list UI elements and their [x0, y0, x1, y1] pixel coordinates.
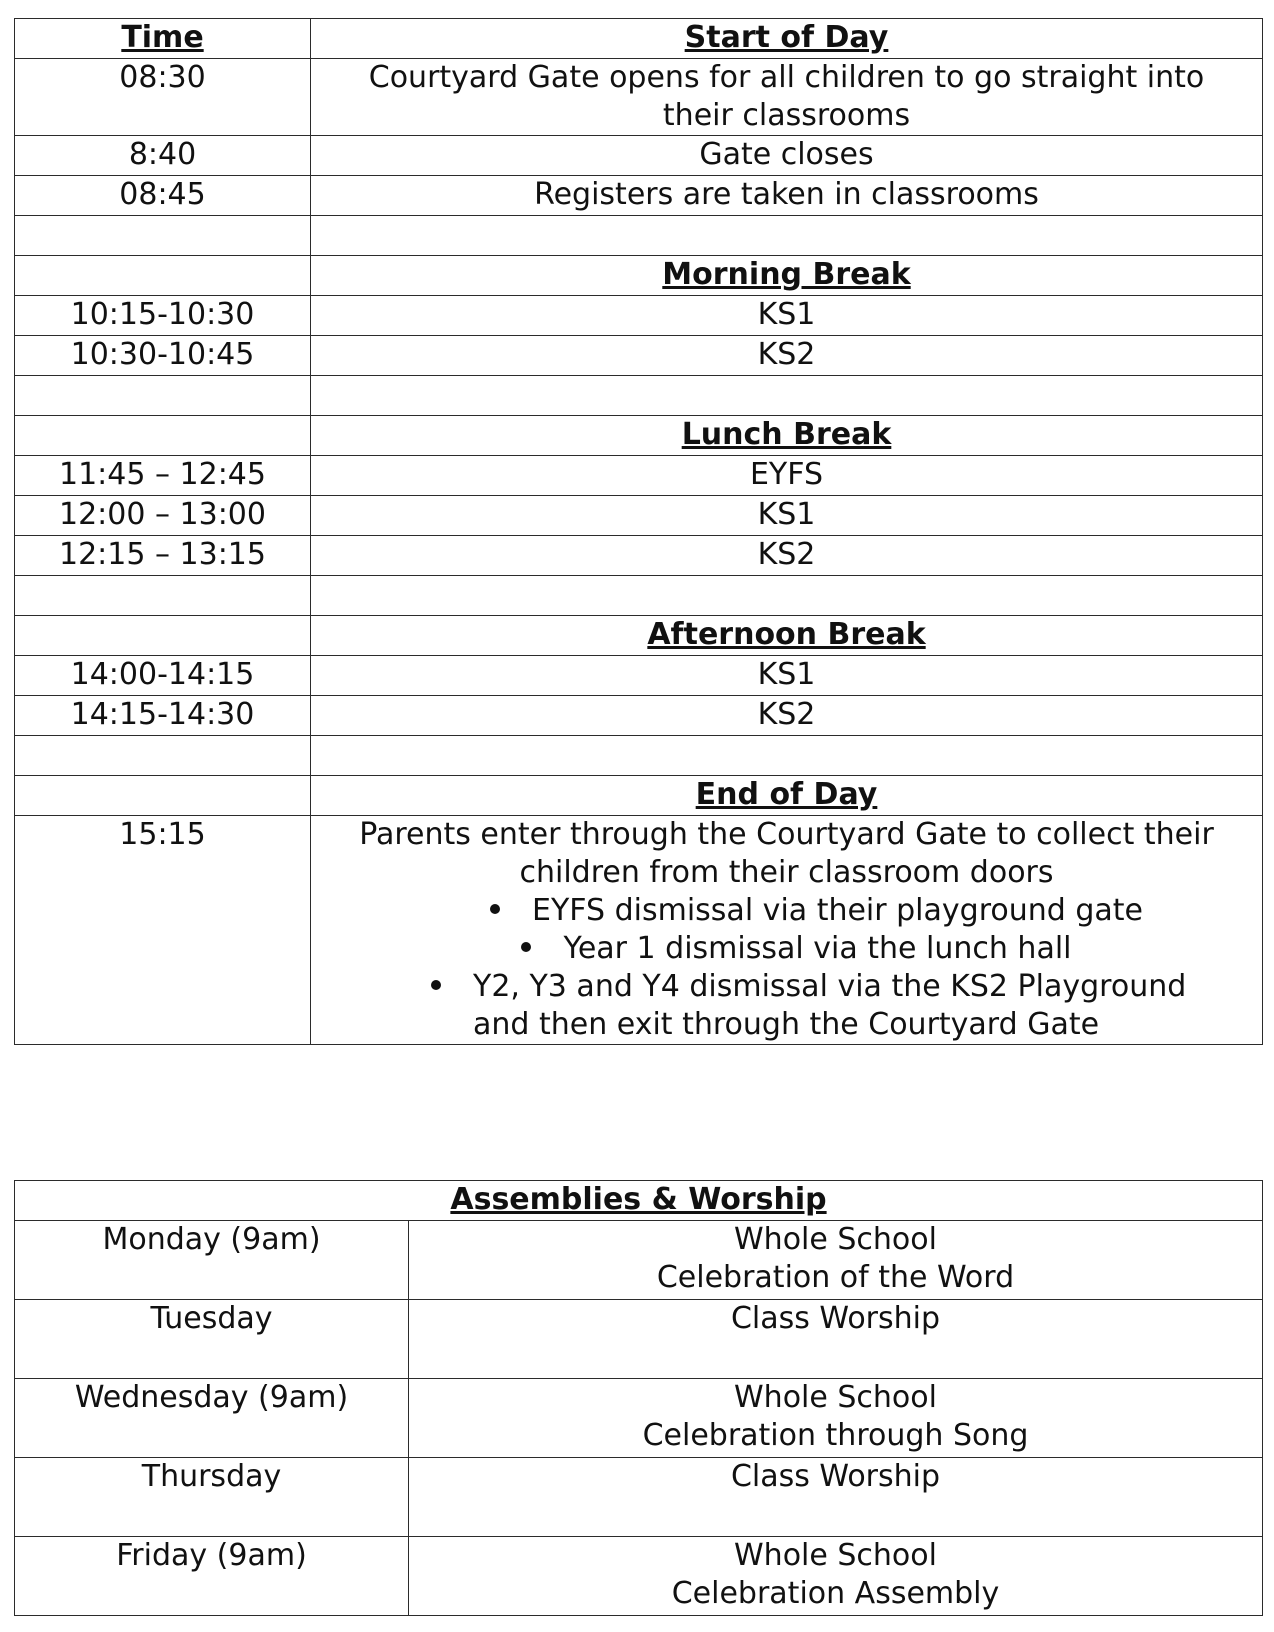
morning-break-header [311, 256, 1263, 296]
end-of-day-header [311, 776, 1263, 816]
time-cell: 08:30 [15, 59, 311, 136]
worship-cell [409, 1379, 1263, 1458]
activity-cell: KS1 [311, 656, 1263, 696]
day-cell: Monday (9am) [15, 1221, 409, 1300]
lunch-break-header [311, 416, 1263, 456]
time-cell: 10:30-10:45 [15, 336, 311, 376]
spacer-cell [311, 216, 1263, 256]
spacer-cell [15, 736, 311, 776]
time-cell: 8:40 [15, 136, 311, 176]
worship-line: Class Worship [730, 1459, 941, 1494]
assemblies-header [15, 1181, 1263, 1221]
time-cell: 14:15-14:30 [15, 696, 311, 736]
spacer-cell [311, 736, 1263, 776]
time-cell: 10:15-10:30 [15, 296, 311, 336]
worship-cell [409, 1221, 1263, 1300]
worship-line: Whole School [734, 1380, 937, 1415]
dismissal-bullet [311, 892, 1262, 930]
spacer-cell [15, 616, 311, 656]
morning-break-title: Morning Break [662, 257, 911, 292]
spacer-cell [311, 576, 1263, 616]
assemblies-table [14, 1180, 1263, 1616]
dismissal-text-line: children from their classroom doors [519, 855, 1054, 890]
day-cell: Tuesday [15, 1300, 409, 1379]
dismissal-bullet [311, 968, 1262, 1044]
activity-cell: KS1 [311, 296, 1263, 336]
start-of-day-title: Start of Day [684, 20, 889, 55]
spacer-cell [15, 416, 311, 456]
worship-line: Celebration of the Word [656, 1260, 1015, 1295]
bullet-dot-icon [521, 942, 531, 952]
day-cell: Friday (9am) [15, 1537, 409, 1616]
activity-cell: KS1 [311, 496, 1263, 536]
day-cell: Thursday [15, 1458, 409, 1537]
bullet-text: EYFS dismissal via their playground gate [532, 893, 1143, 928]
spacer-cell [15, 216, 311, 256]
worship-cell [409, 1300, 1263, 1379]
time-cell: 08:45 [15, 176, 311, 216]
worship-line: Celebration Assembly [671, 1576, 1000, 1611]
worship-line: Whole School [734, 1538, 937, 1573]
time-cell: 14:00-14:15 [15, 656, 311, 696]
activity-cell: Courtyard Gate opens for all children to go straight into their classrooms [311, 59, 1263, 136]
time-cell: 15:15 [15, 816, 311, 1045]
worship-line: Celebration through Song [642, 1418, 1029, 1453]
time-cell: 12:00 – 13:00 [15, 496, 311, 536]
bullet-dot-icon [431, 980, 441, 990]
afternoon-break-header [311, 616, 1263, 656]
activity-cell: KS2 [311, 536, 1263, 576]
bullet-dot-icon [490, 904, 500, 914]
lunch-break-title: Lunch Break [681, 417, 892, 452]
time-header-text: Time [121, 20, 204, 55]
dismissal-details-cell [311, 816, 1263, 1045]
spacer-cell [15, 376, 311, 416]
worship-cell [409, 1537, 1263, 1616]
end-of-day-title: End of Day [695, 777, 878, 812]
bullet-text-continuation: and then exit through the Courtyard Gate [473, 1007, 1100, 1042]
activity-cell: EYFS [311, 456, 1263, 496]
assemblies-title: Assemblies & Worship [450, 1182, 827, 1217]
worship-line: Whole School [734, 1222, 937, 1257]
activity-cell: Gate closes [311, 136, 1263, 176]
time-cell: 11:45 – 12:45 [15, 456, 311, 496]
school-day-schedule-table [14, 18, 1263, 1045]
spacer-cell [15, 256, 311, 296]
dismissal-bullet-list [311, 892, 1262, 1044]
dismissal-text-line: Parents enter through the Courtyard Gate to collect their [359, 817, 1214, 852]
worship-cell [409, 1458, 1263, 1537]
day-cell: Wednesday (9am) [15, 1379, 409, 1458]
start-of-day-header [311, 19, 1263, 59]
activity-cell: Registers are taken in classrooms [311, 176, 1263, 216]
time-column-header [15, 19, 311, 59]
spacer-cell [311, 376, 1263, 416]
afternoon-break-title: Afternoon Break [647, 617, 926, 652]
activity-cell: KS2 [311, 696, 1263, 736]
time-cell: 12:15 – 13:15 [15, 536, 311, 576]
spacer-cell [15, 776, 311, 816]
activity-cell: KS2 [311, 336, 1263, 376]
bullet-text: Year 1 dismissal via the lunch hall [563, 931, 1072, 966]
worship-line: Class Worship [730, 1301, 941, 1336]
bullet-text: Y2, Y3 and Y4 dismissal via the KS2 Playground [473, 969, 1187, 1004]
dismissal-bullet [311, 930, 1262, 968]
spacer-cell [15, 576, 311, 616]
